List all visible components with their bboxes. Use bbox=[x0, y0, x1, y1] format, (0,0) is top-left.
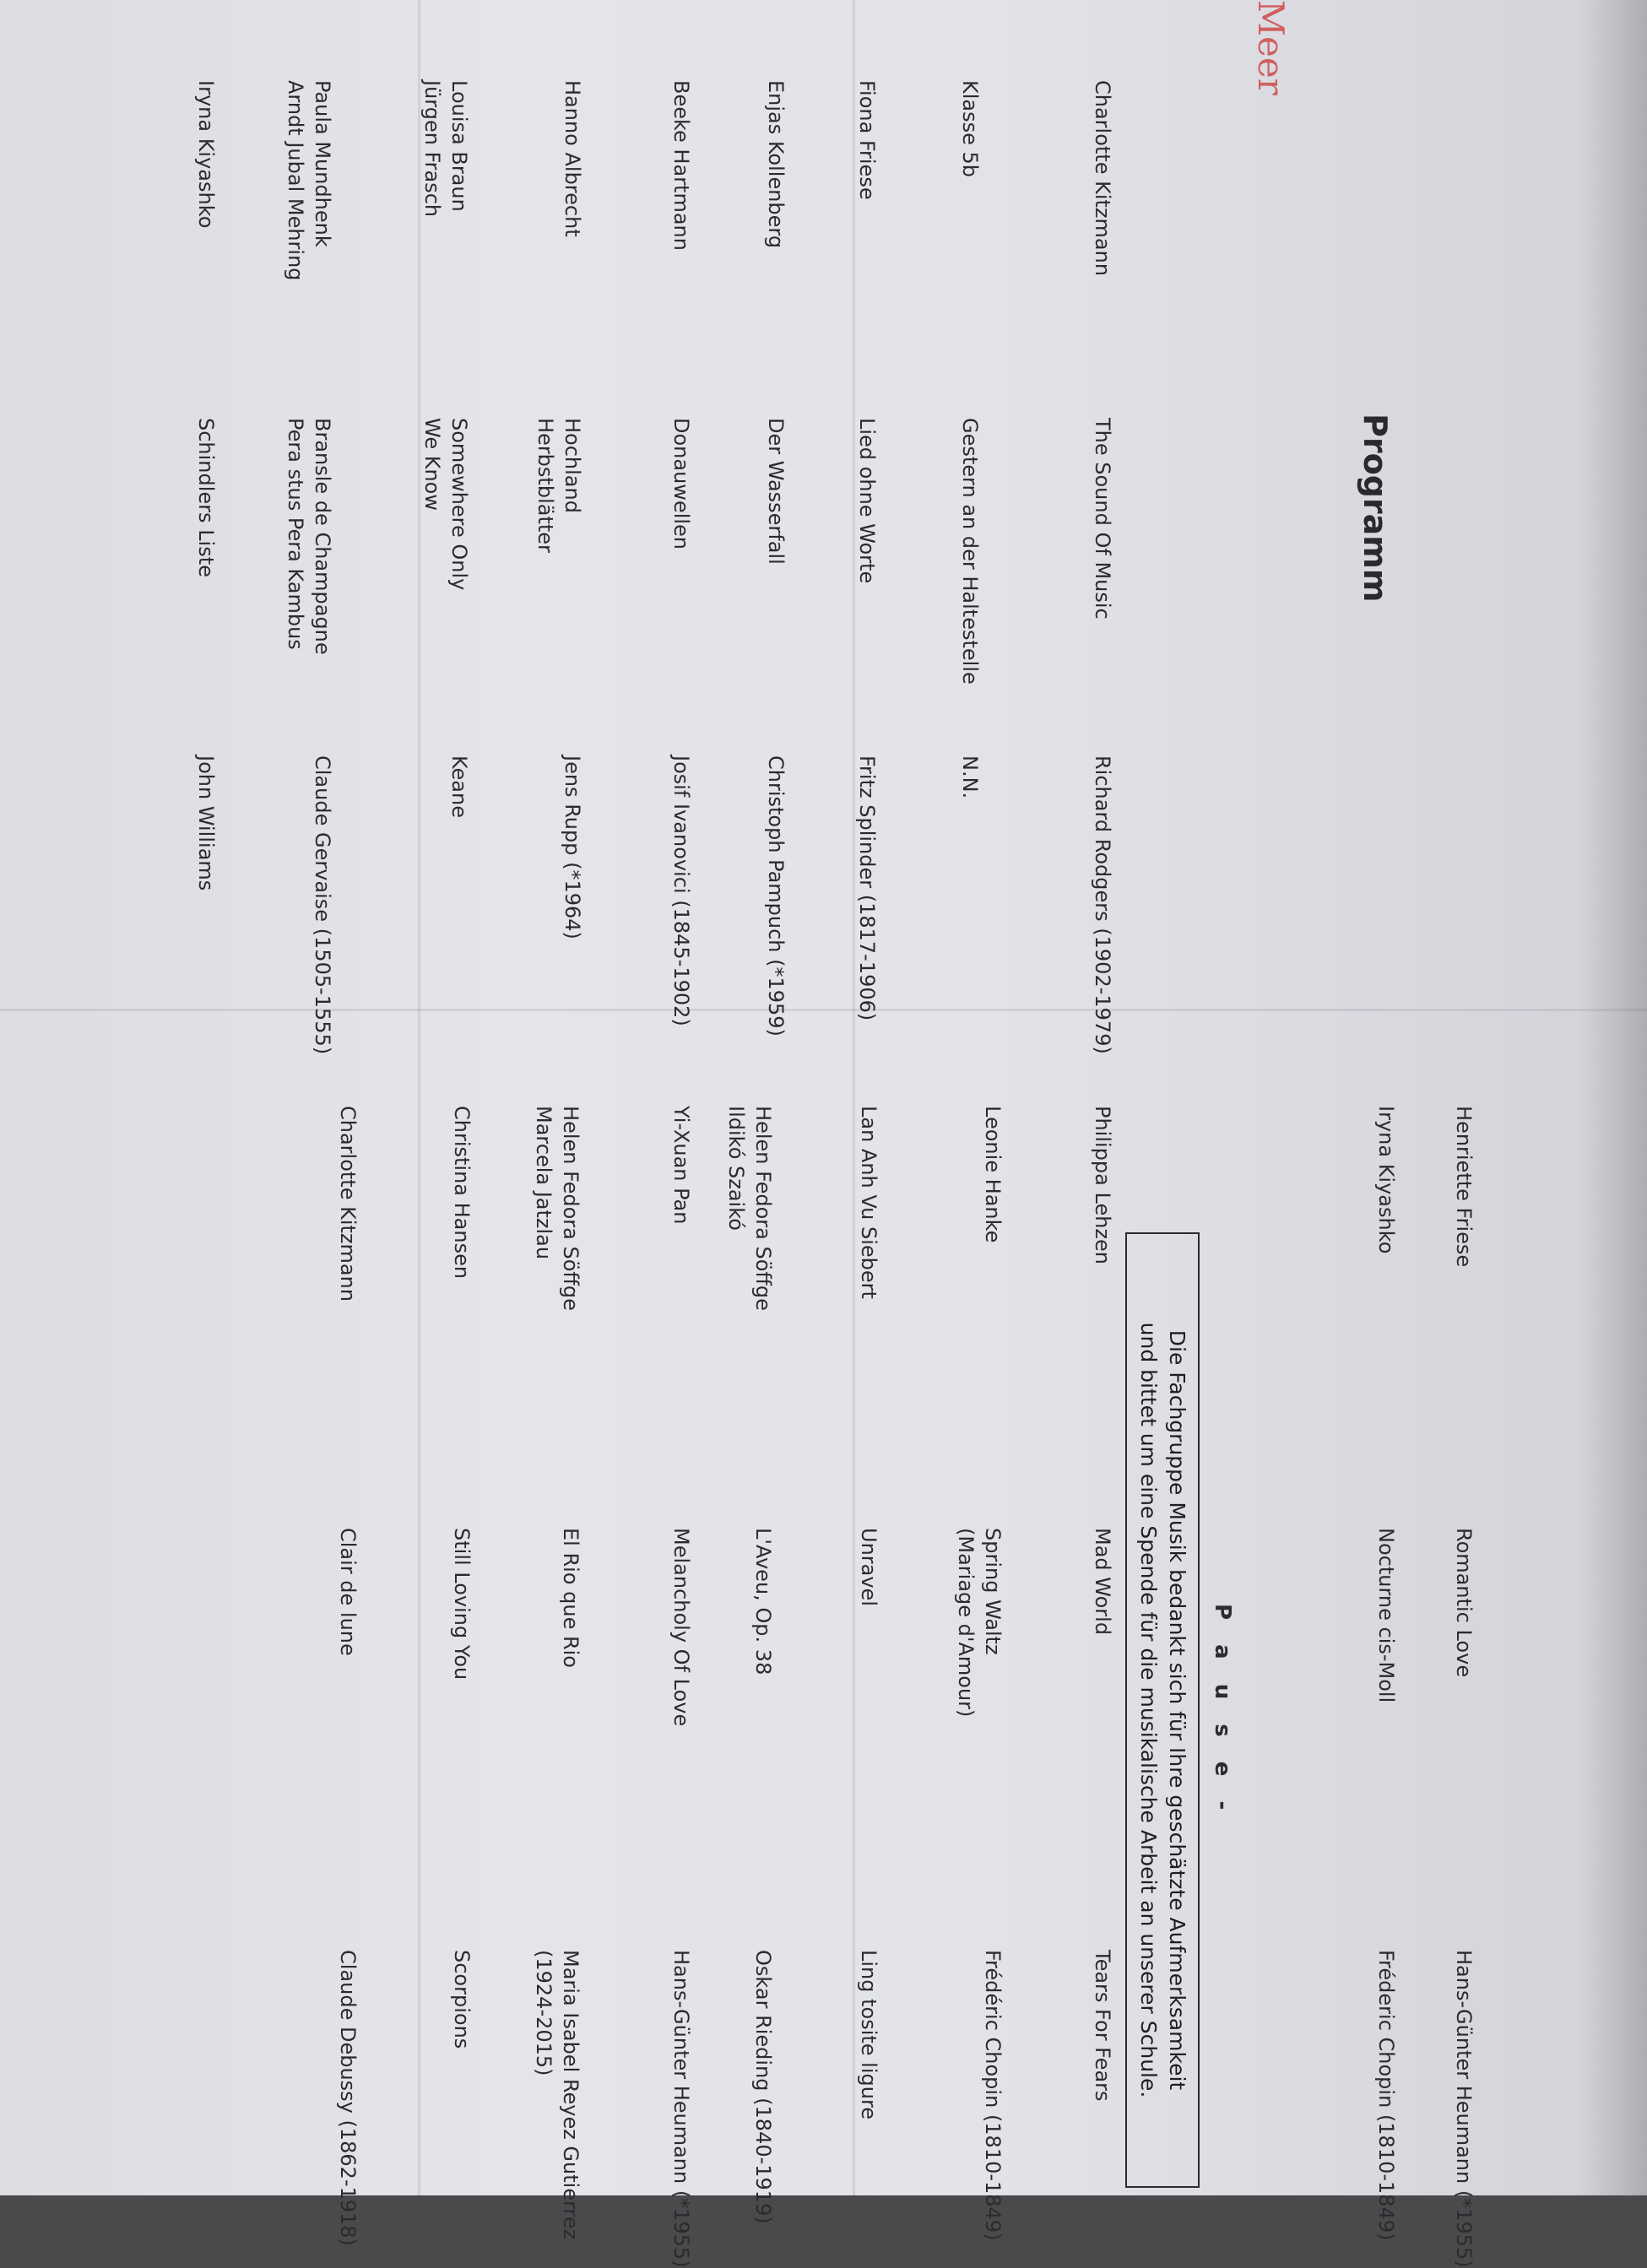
program-performer: Charlotte Kitzmann bbox=[336, 1106, 360, 1302]
program-performer: Philippa Lehzen bbox=[1091, 1106, 1114, 1264]
program-performer: Iryna Kiyashko bbox=[194, 80, 218, 229]
program-composer: N.N. bbox=[958, 755, 982, 799]
program-piece: Unravel bbox=[857, 1528, 880, 1606]
program-performer: Leonie Hanke bbox=[981, 1106, 1005, 1243]
pause-label: P a u s e - bbox=[1210, 1604, 1235, 1819]
program-composer: Hans-Günter Heumann (*1955) bbox=[1452, 1950, 1476, 2268]
program-composer: Jens Rupp (*1964) bbox=[561, 755, 584, 939]
program-performer: Iryna Kiyashko bbox=[1374, 1106, 1398, 1254]
program-performer: Paula Mundhenk Arndt Jubal Mehring bbox=[284, 80, 334, 281]
handwritten-scribble: Meer bbox=[1250, 0, 1292, 95]
program-performer: Lan Anh Vu Siebert bbox=[857, 1106, 880, 1299]
program-piece: Schindlers Liste bbox=[194, 418, 218, 577]
program-piece: Lied ohne Worte bbox=[855, 418, 879, 584]
program-performer: Beeke Hartmann bbox=[669, 80, 693, 251]
program-piece: Spring Waltz (Mariage d'Amour) bbox=[954, 1528, 1005, 1718]
program-composer: Oskar Rieding (1840-1919) bbox=[751, 1950, 775, 2224]
program-performer: Henriette Friese bbox=[1452, 1106, 1476, 1268]
program-composer: Maria Isabel Reyez Gutierrez (1924-2015) bbox=[532, 1950, 582, 2240]
program-piece: Melancholy Of Love bbox=[669, 1528, 693, 1727]
program-performer: Yi-Xuan Pan bbox=[669, 1106, 693, 1225]
program-performer: Helen Fedora Söffge Ildikó Szaikó bbox=[724, 1106, 775, 1311]
program-composer: Frédéric Chopin (1810-1849) bbox=[981, 1950, 1005, 2241]
program-piece: Somewhere Only We Know bbox=[420, 418, 471, 591]
program-performer: Louisa Braun Jürgen Frasch bbox=[420, 80, 471, 218]
program-performer: Klasse 5b bbox=[958, 80, 982, 178]
program-performer: Enjas Kollenberg bbox=[764, 80, 788, 249]
program-composer: Fréderic Chopin (1810-1849) bbox=[1374, 1950, 1398, 2241]
program-composer: Christoph Pampuch (*1959) bbox=[764, 755, 788, 1037]
program-piece: Clair de lune bbox=[336, 1528, 360, 1656]
program-composer: Claude Debussy (1862-1918) bbox=[336, 1950, 360, 2247]
program-composer: Scorpions bbox=[450, 1950, 474, 2049]
program-composer: John Williams bbox=[194, 755, 218, 891]
program-piece: El Rio que Rio bbox=[559, 1528, 582, 1668]
program-piece: Still Loving You bbox=[450, 1528, 474, 1681]
program-piece: Nocturne cis-Moll bbox=[1374, 1528, 1398, 1703]
thanks-note: Die Fachgruppe Musik bedankt sich für Ihre geschätzte Aufmerksamkeit und bittet um eine Spende für die musikalische Arbeit an unserer Schule. bbox=[1125, 1232, 1200, 2188]
program-piece: Der Wasserfall bbox=[764, 418, 788, 565]
page-title: Programm bbox=[1357, 414, 1394, 603]
program-performer: Christina Hansen bbox=[450, 1106, 474, 1280]
program-piece: Romantic Love bbox=[1452, 1528, 1476, 1678]
program-piece: L'Aveu, Op. 38 bbox=[751, 1528, 775, 1675]
program-piece: Gestern an der Haltestelle bbox=[958, 418, 982, 685]
program-composer: Josif Ivanovici (1845-1902) bbox=[669, 755, 693, 1026]
program-composer: Tears For Fears bbox=[1091, 1950, 1114, 2102]
program-piece: Bransle de Champagne Pera stus Pera Kambus bbox=[284, 418, 334, 655]
program-composer: Hans-Günter Heumann (*1955) bbox=[669, 1950, 693, 2268]
program-composer: Claude Gervaise (1505-1555) bbox=[311, 755, 334, 1055]
program-performer: Charlotte Kitzmann bbox=[1091, 80, 1114, 277]
program-performer: Hanno Albrecht bbox=[561, 80, 584, 237]
program-performer: Fiona Friese bbox=[855, 80, 879, 200]
program-piece: The Sound Of Music bbox=[1091, 418, 1114, 620]
program-piece: Donauwellen bbox=[669, 418, 693, 549]
program-performer: Helen Fedora Söffge Marcela Jatzlau bbox=[532, 1106, 582, 1311]
program-composer: Fritz Splinder (1817-1906) bbox=[855, 755, 879, 1021]
program-piece: Mad World bbox=[1091, 1528, 1114, 1636]
program-composer: Keane bbox=[447, 755, 471, 818]
program-composer: Ling tosite ligure bbox=[857, 1950, 880, 2120]
program-piece: Hochland Herbstblätter bbox=[534, 418, 584, 553]
program-composer: Richard Rodgers (1902-1979) bbox=[1091, 755, 1114, 1054]
